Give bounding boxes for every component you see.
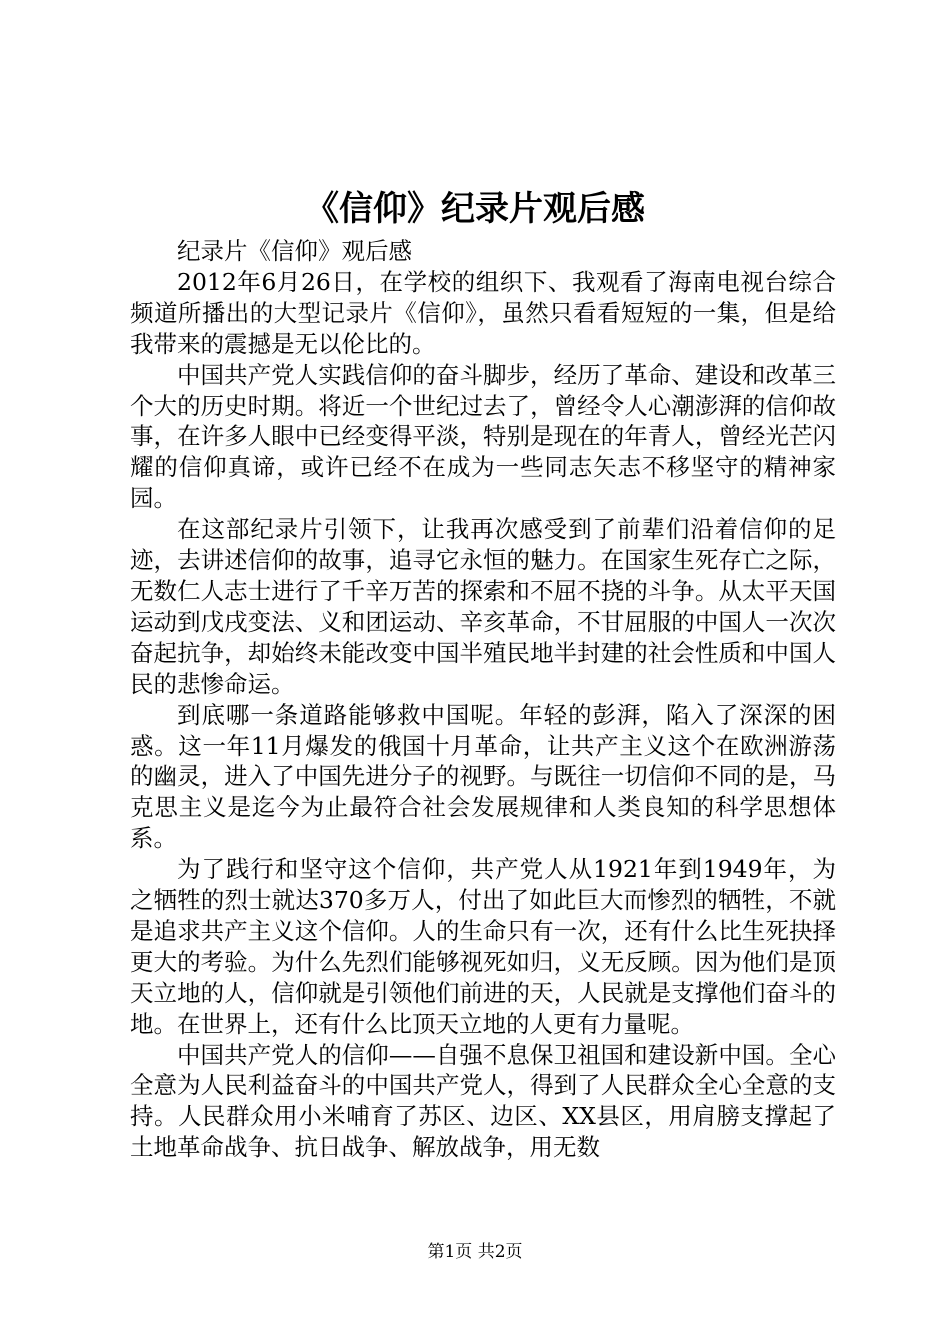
- paragraph-subtitle: 纪录片《信仰》观后感: [177, 237, 412, 265]
- paragraph: 在这部纪录片引领下，让我再次感受到了前辈们沿着信仰的足迹，去讲述信仰的故事，追寻它永恒的魅力。在国家生死存亡之际，无数仁人志士进行了千辛万苦的探索和不屈不挠的斗争。从太平天国运动到戊戌变法、义和团运动、辛亥革命，不甘屈服的中国人一次次奋起抗争，却始终未能改变中国半殖民地半封建的社会性质和中国人民的悲惨命运。: [130, 515, 836, 698]
- page-footer: 第1页 共2页: [427, 1242, 523, 1262]
- paragraph: 中国共产党人的信仰——自强不息保卫祖国和建设新中国。全心全意为人民利益奋斗的中国共产党人，得到了人民群众全心全意的支持。人民群众用小米哺育了苏区、边区、XX县区，用肩膀支撑起了土地革命战争、抗日战争、解放战争，用无数: [130, 1040, 836, 1162]
- paragraph: 为了践行和坚守这个信仰，共产党人从1921年到1949年，为之牺牲的烈士就达370多万人，付出了如此巨大而惨烈的牺牲，不就是追求共产主义这个信仰。人的生命只有一次，还有什么比生死抉择更大的考验。为什么先烈们能够视死如归，义无反顾。因为他们是顶天立地的人，信仰就是引领他们前进的天，人民就是支撑他们奋斗的地。在世界上，还有什么比顶天立地的人更有力量呢。: [130, 855, 836, 1038]
- paragraph: 中国共产党人实践信仰的奋斗脚步，经历了革命、建设和改革三个大的历史时期。将近一个世纪过去了，曾经令人心潮澎湃的信仰故事，在许多人眼中已经变得平淡，特别是现在的年青人，曾经光芒闪耀的信仰真谛，或许已经不在成为一些同志矢志不移坚守的精神家园。: [130, 360, 836, 513]
- paragraph: 到底哪一条道路能够救中国呢。年轻的彭湃，陷入了深深的困惑。这一年11月爆发的俄国十月革命，让共产主义这个在欧洲游荡的幽灵，进入了中国先进分子的视野。与既往一切信仰不同的是，马克思主义是迄今为止最符合社会发展规律和人类良知的科学思想体系。: [130, 700, 836, 853]
- document-title: 《信仰》纪录片观后感: [305, 189, 645, 229]
- paragraph: 2012年6月26日，在学校的组织下、我观看了海南电视台综合频道所播出的大型记录片《信仰》，虽然只看看短短的一集，但是给我带来的震撼是无以伦比的。: [130, 267, 836, 358]
- document-body: [130, 236, 836, 1163]
